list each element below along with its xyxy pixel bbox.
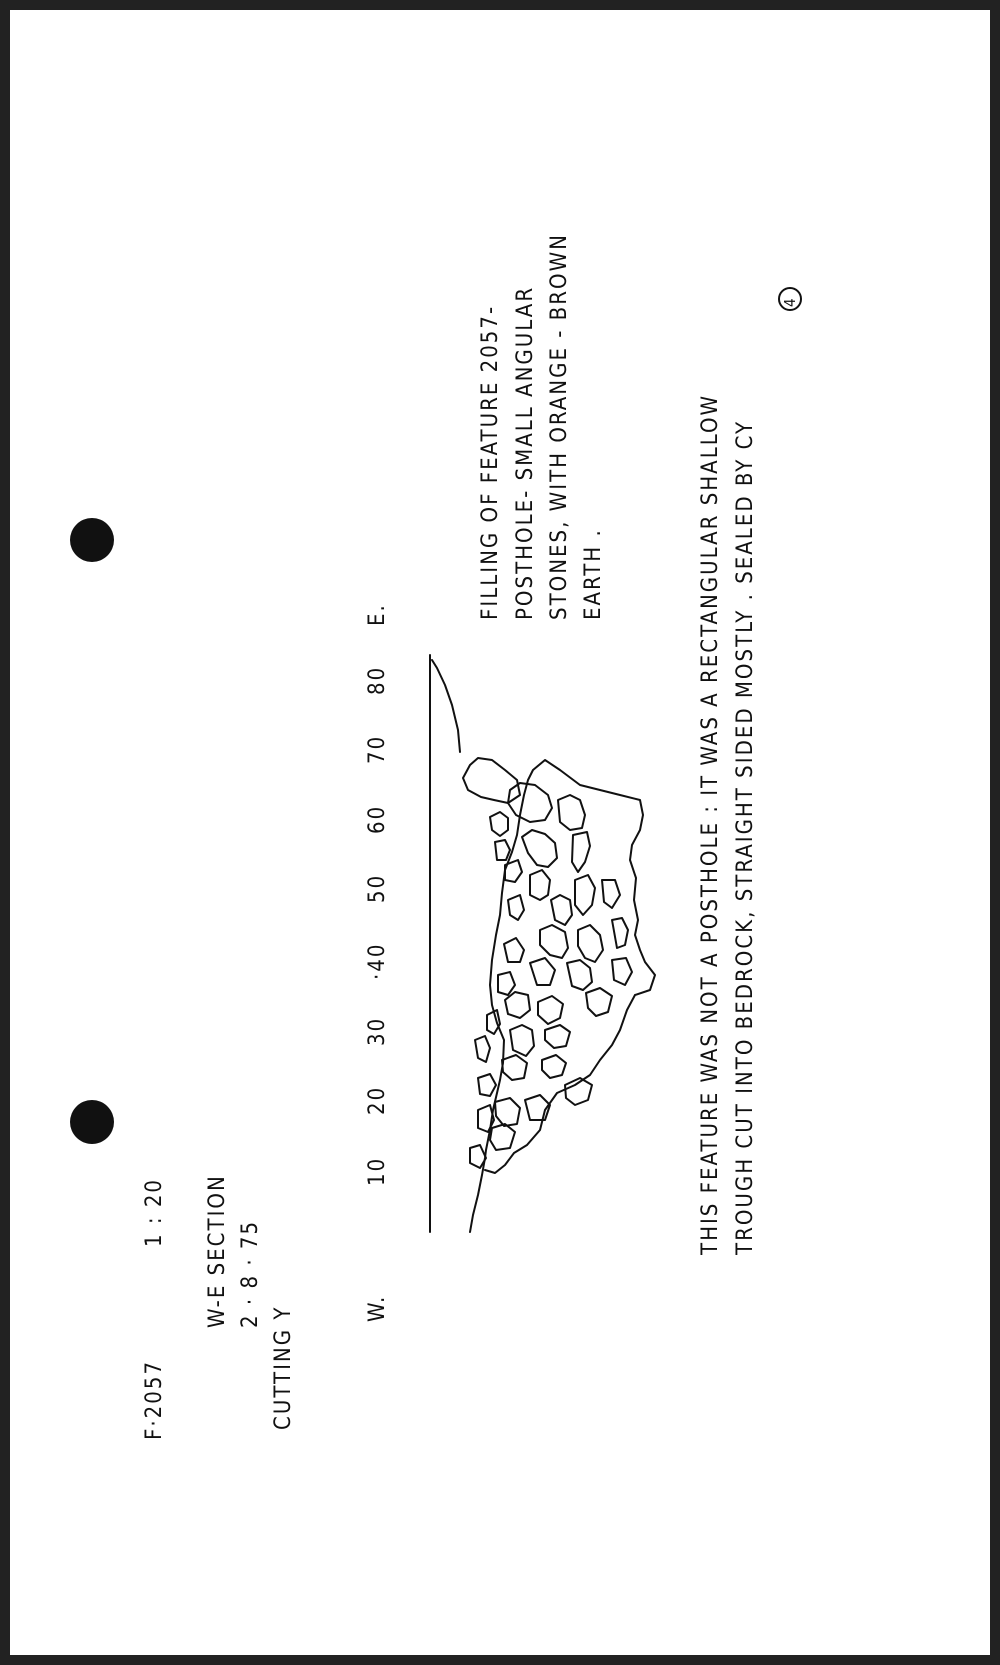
filling-note-line-4: EARTH . [581, 528, 606, 620]
interpretation-line-1: THIS FEATURE WAS NOT A POSTHOLE : IT WAS A RECTANGULAR SHALLOW [698, 393, 723, 1255]
ruler-tick-60: 60 [365, 804, 390, 834]
cutting-label: CUTTING Y [271, 1305, 296, 1430]
ruler-tick-40: ·40 [365, 942, 390, 980]
ruler-tick-50: 50 [365, 873, 390, 903]
ruler-tick-20: 20 [365, 1085, 390, 1115]
west-label: W. [365, 1294, 390, 1322]
drawing-scale: 1 : 20 [142, 1177, 167, 1247]
filling-note-line-3: STONES, WITH ORANGE - BROWN [547, 233, 572, 620]
feature-id: F·2057 [142, 1359, 167, 1440]
ruler-tick-30: 30 [365, 1016, 390, 1046]
ruler-tick-70: 70 [365, 734, 390, 764]
section-title: W-E SECTION [205, 1174, 230, 1328]
drawing-date: 2 · 8 · 75 [238, 1219, 263, 1328]
ruler-tick-10: 10 [365, 1156, 390, 1186]
east-label: E. [365, 603, 390, 626]
filling-note-line-2: POSTHOLE- SMALL ANGULAR [513, 285, 538, 620]
circled-context-number: 4 [781, 298, 799, 307]
interpretation-line-2: TROUGH CUT INTO BEDROCK, STRAIGHT SIDED MOSTLY . SEALED BY CY [733, 419, 758, 1255]
filling-note-line-1: FILLING OF FEATURE 2057- [478, 304, 503, 620]
ruler-tick-80: 80 [365, 665, 390, 695]
